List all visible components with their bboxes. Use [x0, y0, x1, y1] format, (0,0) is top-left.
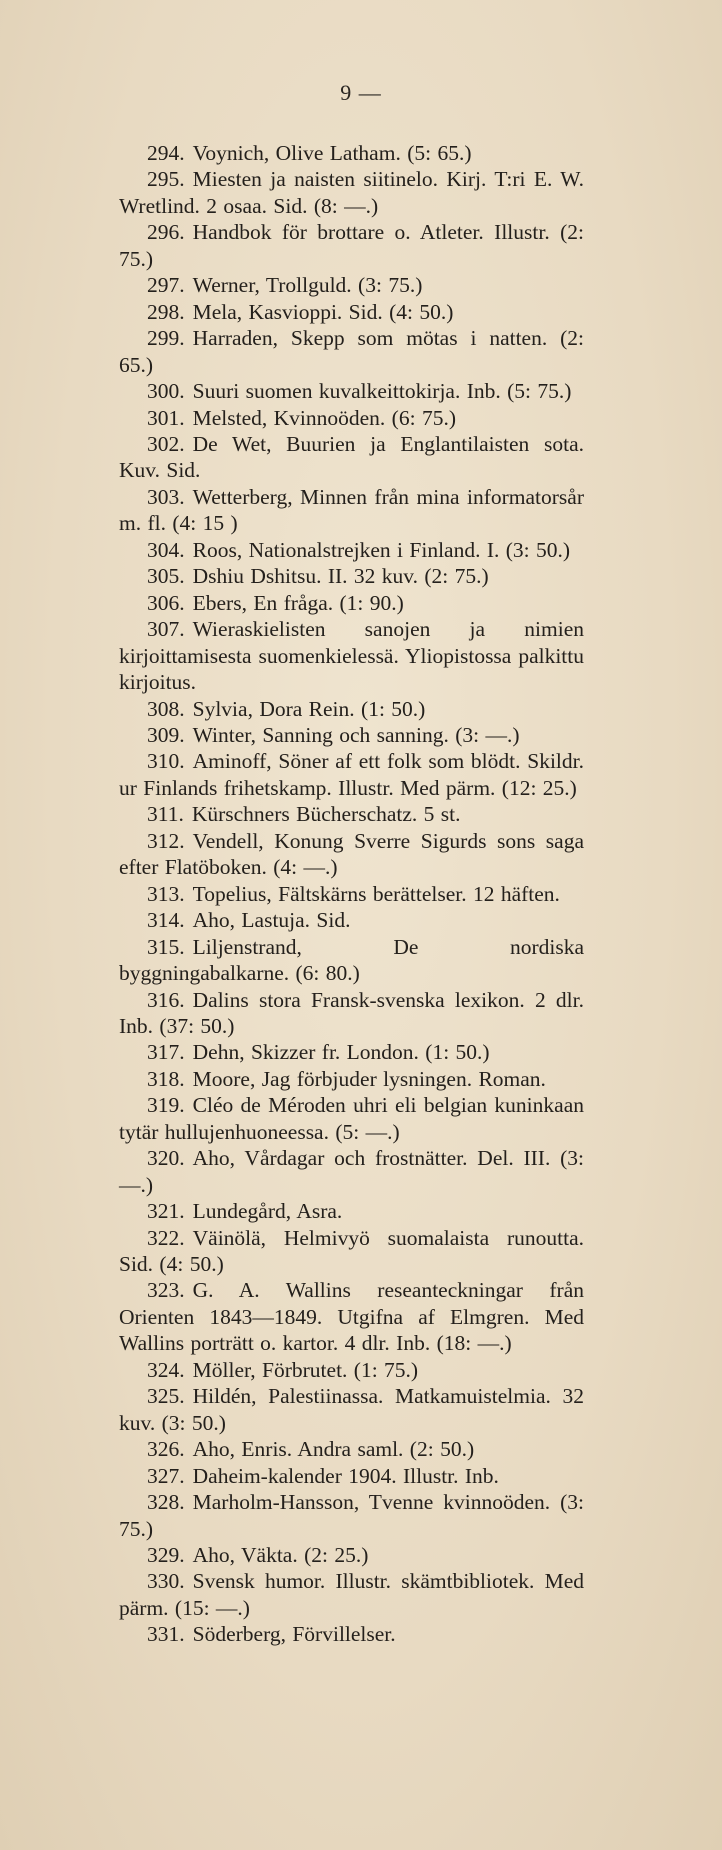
entry-number: 306.: [147, 590, 185, 615]
entry-number: 325.: [147, 1384, 185, 1409]
list-item: [119, 907, 584, 933]
list-item: [119, 696, 584, 722]
entry-text: Ebers, En fråga. (1: 90.): [192, 590, 404, 615]
page-number: 9 —: [340, 80, 382, 105]
list-item: [119, 1436, 584, 1462]
entry-number: 296.: [147, 220, 185, 245]
entry-number: 326.: [147, 1437, 185, 1462]
entry-number: 321.: [147, 1199, 185, 1224]
entry-text: Moore, Jag förbjuder lysningen. Roman.: [192, 1066, 546, 1091]
list-item: [119, 563, 584, 589]
list-item: [119, 166, 584, 219]
entry-number: 304.: [147, 537, 185, 562]
entry-text: Suuri suomen kuvalkeittokirja. Inb. (5: 75.): [192, 379, 572, 404]
list-item: [119, 722, 584, 748]
list-item: [119, 590, 584, 616]
list-item: [119, 1145, 584, 1198]
entry-text: Dehn, Skizzer fr. London. (1: 50.): [192, 1040, 490, 1065]
entry-number: 305.: [147, 564, 185, 589]
entry-text: Cléo de Méroden uhri eli belgian kuninkaan tytär hullujenhuoneessa. (5: —.): [119, 1093, 584, 1144]
list-item: [119, 801, 584, 827]
list-item: [119, 1066, 584, 1092]
list-item: [119, 1357, 584, 1383]
entry-number: 307.: [147, 617, 185, 642]
entry-text: Väinölä, Helmivyö suomalaista runoutta. Sid. (4: 50.): [119, 1225, 584, 1277]
list-item: [119, 1568, 584, 1621]
entry-text: Mela, Kasvioppi. Sid. (4: 50.): [192, 299, 454, 324]
entry-text: Aminoff, Söner af ett folk som blödt. Skildr. ur Finlands frihetskamp. Illustr. Med pärm. (12: 25.): [119, 749, 584, 800]
entry-number: 311.: [147, 802, 184, 827]
entry-number: 302.: [147, 431, 185, 456]
entry-text: Roos, Nationalstrejken i Finland. I. (3: 50.): [192, 537, 571, 562]
entry-number: 322.: [147, 1225, 185, 1250]
entry-number: 323.: [147, 1278, 185, 1303]
list-item: [119, 1383, 584, 1436]
entry-number: 301.: [147, 405, 185, 430]
entry-text: De Wet, Buurien ja Englantilaisten sota. Kuv. Sid.: [119, 431, 584, 483]
entry-number: 329.: [147, 1543, 185, 1568]
list-item: [119, 1198, 584, 1224]
entry-number: 297.: [147, 273, 185, 298]
entry-text: Wetterberg, Minnen från mina informatorsår m. fl. (4: 15 ): [119, 484, 584, 536]
entry-text: Voynich, Olive Latham. (5: 65.): [192, 141, 472, 165]
list-item: [119, 325, 584, 378]
entry-text: Söderberg, Förvillelser.: [192, 1622, 396, 1647]
list-item: [119, 431, 584, 484]
entry-number: 316.: [147, 987, 185, 1012]
list-item: [119, 1489, 584, 1542]
list-item: [119, 1542, 584, 1568]
list-item: [119, 219, 584, 272]
entry-number: 309.: [147, 722, 185, 747]
list-item: [119, 1225, 584, 1278]
list-item: [119, 1092, 584, 1145]
list-item: [119, 1621, 584, 1647]
list-item: [119, 405, 584, 431]
entry-text: Sylvia, Dora Rein. (1: 50.): [192, 696, 426, 721]
entry-text: Miesten ja naisten siitinelo. Kirj. T:ri E. W. Wretlind. 2 osaa. Sid. (8: —.): [119, 167, 584, 218]
entry-text: Werner, Trollguld. (3: 75.): [192, 273, 423, 298]
list-item: [119, 828, 584, 881]
list-item: [119, 881, 584, 907]
entry-text: Harraden, Skepp som mötas i natten. (2: 65.): [119, 326, 584, 377]
entry-text: Daheim-kalender 1904. Illustr. Inb.: [192, 1463, 499, 1488]
entry-number: 294.: [147, 141, 185, 165]
entry-number: 314.: [147, 908, 185, 933]
list-item: [119, 1463, 584, 1489]
entry-number: 318.: [147, 1066, 185, 1091]
entry-text: Handbok för brottare o. Atleter. Illustr. (2: 75.): [119, 220, 584, 271]
list-item: [119, 1039, 584, 1065]
list-item: [119, 484, 584, 537]
entry-number: 319.: [147, 1093, 185, 1118]
list-item: [119, 616, 584, 695]
entry-text: Kürschners Bücherschatz. 5 st.: [191, 802, 461, 827]
entry-number: 298.: [147, 299, 185, 324]
entry-text: Svensk humor. Illustr. skämtbibliotek. Med pärm. (15: —.): [119, 1569, 584, 1620]
list-item: [119, 987, 584, 1040]
entry-text: Hildén, Palestiinassa. Matkamuistelmia. 32 kuv. (3: 50.): [119, 1384, 584, 1435]
entry-number: 331.: [147, 1622, 185, 1647]
entry-text: Lundegård, Asra.: [192, 1199, 343, 1224]
entry-number: 308.: [147, 696, 185, 721]
list-item: [119, 748, 584, 801]
entry-number: 295.: [147, 167, 185, 192]
entry-number: 320.: [147, 1146, 185, 1171]
entry-number: 300.: [147, 379, 185, 404]
list-item: [119, 140, 584, 166]
entry-text: Aho, Vårdagar och frostnätter. Del. III. (3: —.): [119, 1146, 584, 1197]
list-item: [119, 934, 584, 987]
entry-number: 312.: [147, 828, 185, 853]
list-item: [119, 1277, 584, 1356]
entry-text: G. A. Wallins reseanteckningar från Orienten 1843—1849. Utgifna af Elmgren. Med Wallins porträtt o. kartor. 4 dlr. Inb. (18: —.): [119, 1278, 584, 1356]
entry-text: Dshiu Dshitsu. II. 32 kuv. (2: 75.): [192, 564, 489, 589]
entry-text: Aho, Väkta. (2: 25.): [192, 1543, 369, 1568]
entry-number: 310.: [147, 749, 185, 774]
entry-number: 330.: [147, 1569, 185, 1594]
list-item: [119, 272, 584, 298]
list-item: [119, 537, 584, 563]
entry-number: 303.: [147, 484, 185, 509]
entry-text: Aho, Lastuja. Sid.: [192, 908, 351, 933]
entry-number: 315.: [147, 934, 185, 959]
entry-list: [119, 140, 584, 1648]
entry-number: 327.: [147, 1463, 185, 1488]
entry-text: Topelius, Fältskärns berättelser. 12 häften.: [192, 881, 560, 906]
entry-text: Aho, Enris. Andra saml. (2: 50.): [192, 1437, 475, 1462]
entry-text: Möller, Förbrutet. (1: 75.): [192, 1357, 419, 1382]
entry-text: Wieraskielisten sanojen ja nimien kirjoittamisesta suomenkielessä. Yliopistossa palkittu kirjoitus.: [119, 617, 584, 695]
entry-text: Marholm-Hansson, Tvenne kvinnoöden. (3: 75.): [119, 1490, 584, 1541]
entry-text: Melsted, Kvinnoöden. (6: 75.): [192, 405, 456, 430]
list-item: [119, 378, 584, 404]
entry-number: 324.: [147, 1357, 185, 1382]
entry-text: Vendell, Konung Sverre Sigurds sons saga efter Flatöboken. (4: —.): [119, 828, 584, 880]
list-item: [119, 299, 584, 325]
entry-number: 313.: [147, 881, 185, 906]
entry-number: 317.: [147, 1040, 185, 1065]
entry-text: Winter, Sanning och sanning. (3: —.): [192, 722, 520, 747]
entry-number: 299.: [147, 326, 185, 351]
entry-number: 328.: [147, 1490, 185, 1515]
entry-text: Liljenstrand, De nordiska byggningabalkarne. (6: 80.): [119, 934, 584, 986]
entry-text: Dalins stora Fransk-svenska lexikon. 2 dlr. Inb. (37: 50.): [119, 987, 584, 1038]
